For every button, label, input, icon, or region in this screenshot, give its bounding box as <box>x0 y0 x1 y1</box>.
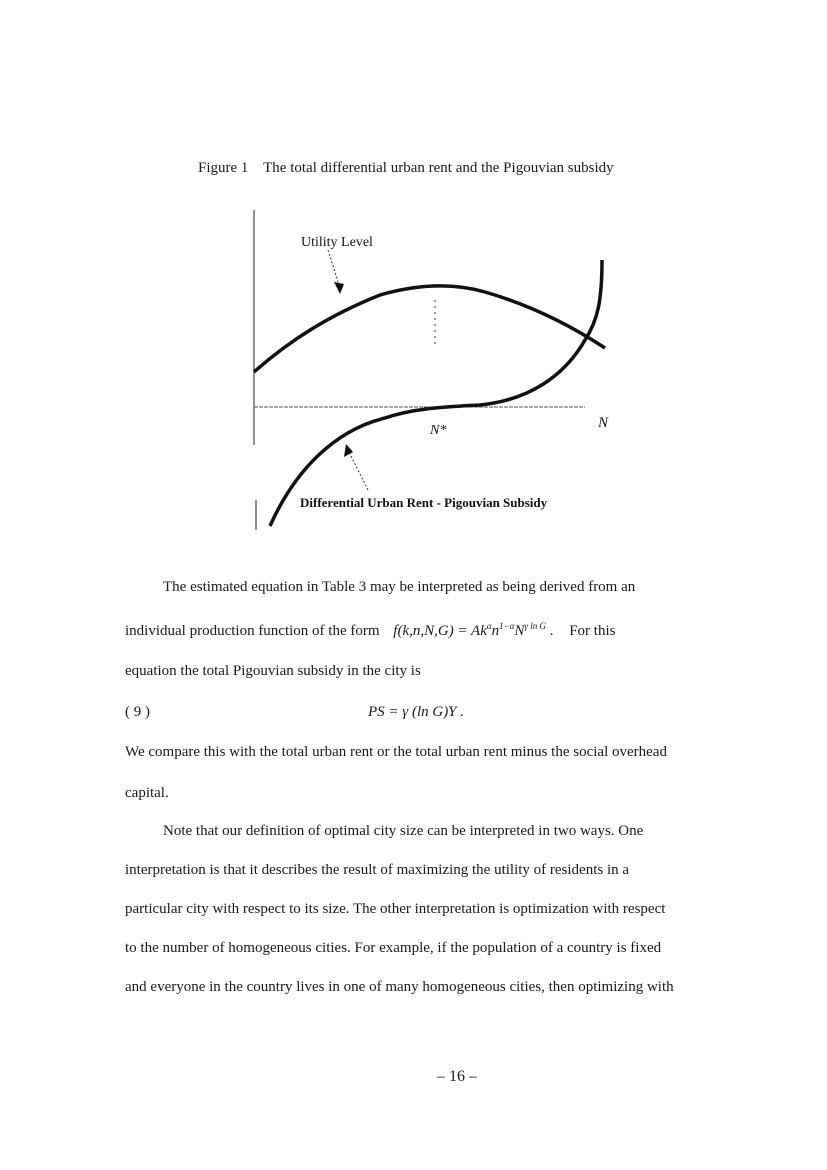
figure-caption: Figure 1 The total differential urban rent and the Pigouvian subsidy <box>198 160 614 176</box>
utility-arrowhead <box>334 282 344 294</box>
paragraph-1-line-2-pre: individual production function of the form <box>125 623 380 639</box>
rent-arrowhead <box>344 444 353 457</box>
paragraph-2-line-2: capital. <box>125 785 169 801</box>
paragraph-3-line-2: interpretation is that it describes the result of maximizing the utility of residents in a <box>125 862 630 878</box>
paragraph-3-line-5: and everyone in the country lives in one of many homogeneous cities, then optimizing with <box>125 979 674 995</box>
production-function-formula: $f(k,n,N,G) = Ak^\alpha n^{1-\alpha}N^{\gamma ln G}$ <box>393 621 546 639</box>
n-axis-label: N <box>598 415 609 431</box>
utility-curve <box>254 286 605 372</box>
paragraph-1-line-1: The estimated equation in Table 3 may be interpreted as being derived from an <box>163 579 636 595</box>
rent-label: Differential Urban Rent - Pigouvian Subsidy <box>300 495 548 510</box>
equation-number: ( 9 ) <box>125 704 150 720</box>
rent-curve <box>270 260 602 526</box>
page-number: – 16 – <box>437 1068 477 1085</box>
paragraph-2-line-1: We compare this with the total urban rent or the total urban rent minus the social overhead <box>125 744 667 760</box>
figure-diagram <box>240 200 620 540</box>
paragraph-3-line-1: Note that our definition of optimal city size can be interpreted in two ways. One <box>163 823 644 839</box>
rent-arrow-line <box>348 450 368 490</box>
paragraph-3-line-4: to the number of homogeneous cities. For example, if the population of a country is fixed <box>125 940 662 956</box>
paragraph-1-line-2: individual production function of the form $f(k,n,N,G) = Ak^\alpha n^{1-\alpha}N^{\gamma ln G}$ . For this <box>125 621 616 639</box>
paragraph-3-line-3: particular city with respect to its size. The other interpretation is optimization with respect <box>125 901 666 917</box>
paragraph-1-line-2-post: For this <box>569 623 616 639</box>
utility-arrow-line <box>328 250 340 288</box>
nstar-label: N* <box>430 423 447 438</box>
paragraph-1-line-3: equation the total Pigouvian subsidy in the city is <box>125 663 421 679</box>
equation-9: PS = γ (ln G)Y . <box>368 704 465 720</box>
utility-level-label: Utility Level <box>301 235 373 250</box>
